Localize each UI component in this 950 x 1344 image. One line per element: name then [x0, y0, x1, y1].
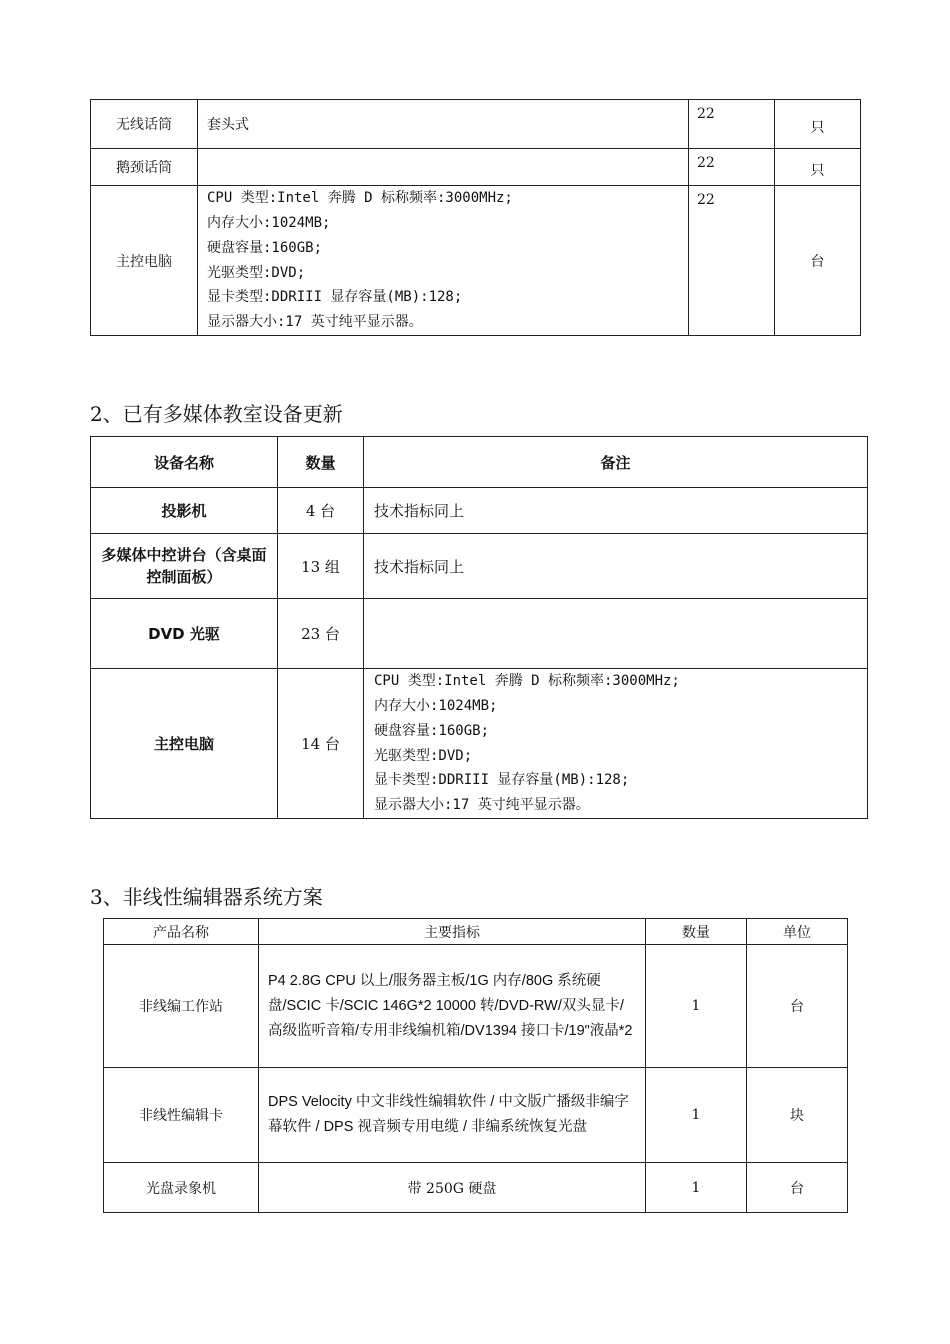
section-3-title: 3、非线性编辑器系统方案: [90, 885, 323, 909]
equipment-table-continued: [90, 99, 861, 336]
item-name: 主控电脑: [91, 186, 198, 336]
nonlinear-editing-table: [103, 918, 848, 1213]
product-name: 非线编工作站: [104, 945, 259, 1068]
table-row: [104, 1163, 848, 1213]
item-spec: [198, 186, 689, 336]
spec-line: 内存大小:1024MB;: [374, 697, 498, 714]
product-qty: 1: [646, 945, 747, 1068]
item-spec: 套头式: [198, 100, 689, 149]
product-name: 非线性编辑卡: [104, 1068, 259, 1163]
header-name: 产品名称: [104, 919, 259, 945]
table-row: [91, 186, 861, 336]
table-row: [91, 599, 868, 669]
item-name: 鹅颈话筒: [91, 149, 198, 186]
item-note: 技术指标同上: [364, 488, 868, 534]
item-qty: 22: [689, 149, 775, 186]
table-row: [91, 488, 868, 534]
spec-line: 硬盘容量:160GB;: [207, 239, 323, 256]
product-spec: DPS Velocity 中文非线性编辑软件 / 中文版广播级非编字幕软件 / DPS 视音频专用电缆 / 非编系统恢复光盘: [259, 1068, 646, 1163]
item-note: [364, 599, 868, 669]
table-header-row: [91, 437, 868, 488]
item-name: 无线话筒: [91, 100, 198, 149]
item-qty: 13 组: [278, 534, 364, 599]
product-qty: 1: [646, 1163, 747, 1213]
item-qty: 23 台: [278, 599, 364, 669]
product-spec: P4 2.8G CPU 以上/服务器主板/1G 内存/80G 系统硬盘/SCIC 卡/SCIC 146G*2 10000 转/DVD-RW/双头显卡/ 高级监听音箱/专用非线编机箱/DV1394 接口卡/19"液晶*2: [259, 945, 646, 1068]
equipment-update-table: [90, 436, 868, 819]
spec-line: CPU 类型:Intel 奔腾 D 标称频率:3000MHz;: [374, 673, 680, 690]
item-name: 投影机: [91, 488, 278, 534]
table-row: [91, 149, 861, 186]
item-note: 技术指标同上: [364, 534, 868, 599]
table-header-row: [104, 919, 848, 945]
table-row: [91, 534, 868, 599]
spec-line: CPU 类型:Intel 奔腾 D 标称频率:3000MHz;: [207, 190, 513, 207]
item-qty: 14 台: [278, 669, 364, 819]
item-unit: 只: [775, 100, 861, 149]
header-note: 备注: [364, 437, 868, 488]
spec-line: 显示器大小:17 英寸纯平显示器。: [374, 797, 590, 814]
header-spec: 主要指标: [259, 919, 646, 945]
spec-line: 光驱类型:DVD;: [207, 264, 306, 281]
item-spec: [198, 149, 689, 186]
spec-line: 光驱类型:DVD;: [374, 747, 473, 764]
spec-line: 显示器大小:17 英寸纯平显示器。: [207, 314, 423, 331]
product-unit: 块: [747, 1068, 848, 1163]
product-name: 光盘录象机: [104, 1163, 259, 1213]
table-row: [104, 1068, 848, 1163]
section-2-title: 2、已有多媒体教室设备更新: [90, 402, 343, 426]
item-note: [364, 669, 868, 819]
item-qty: 22: [689, 100, 775, 149]
spec-line: 硬盘容量:160GB;: [374, 722, 490, 739]
table-row: [91, 100, 861, 149]
product-unit: 台: [747, 945, 848, 1068]
header-unit: 单位: [747, 919, 848, 945]
spec-line: 显卡类型:DDRIII 显存容量(MB):128;: [374, 772, 630, 789]
product-spec: 带 250G 硬盘: [259, 1163, 646, 1213]
item-unit: 台: [775, 186, 861, 336]
spec-line: 内存大小:1024MB;: [207, 214, 331, 231]
spec-line: 显卡类型:DDRIII 显存容量(MB):128;: [207, 289, 463, 306]
item-name: 多媒体中控讲台（含桌面控制面板）: [91, 534, 278, 599]
header-qty: 数量: [278, 437, 364, 488]
header-name: 设备名称: [91, 437, 278, 488]
item-qty: 22: [689, 186, 775, 336]
product-qty: 1: [646, 1068, 747, 1163]
table-row: [104, 945, 848, 1068]
product-unit: 台: [747, 1163, 848, 1213]
item-name: 主控电脑: [91, 669, 278, 819]
item-unit: 只: [775, 149, 861, 186]
item-name: DVD 光驱: [91, 599, 278, 669]
header-qty: 数量: [646, 919, 747, 945]
item-qty: 4 台: [278, 488, 364, 534]
table-row: [91, 669, 868, 819]
